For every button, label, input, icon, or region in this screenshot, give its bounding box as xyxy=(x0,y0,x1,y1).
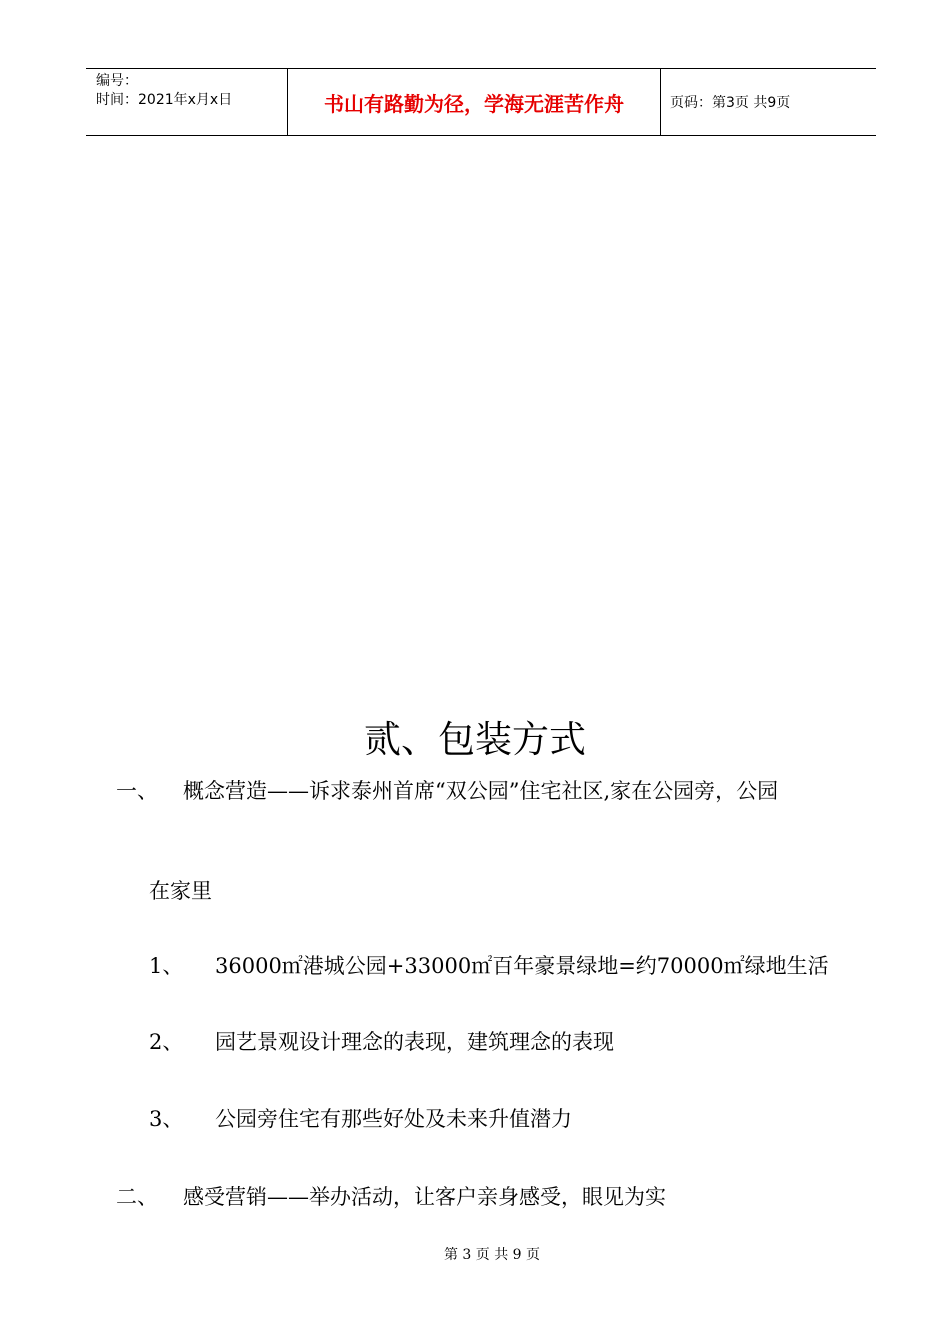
header-motto: 书山有路勤为径，学海无涯苦作舟 xyxy=(324,91,624,116)
section2-marker: 二、 xyxy=(116,1185,158,1209)
document-number-label: 编号： xyxy=(96,73,138,89)
section-title: 贰、包装方式 xyxy=(364,718,586,761)
page-footer: 第 3 页 共 9 页 xyxy=(443,1247,541,1263)
section1-text-continued: 在家里 xyxy=(149,879,212,903)
list-item-text: 园艺景观设计理念的表现，建筑理念的表现 xyxy=(215,1030,614,1054)
list-item-text: 36000㎡港城公园+33000㎡百年豪景绿地=约70000㎡绿地生活 xyxy=(215,954,829,978)
section1-text: 概念营造——诉求泰州首席“双公园”住宅社区,家在公园旁，公园 xyxy=(183,779,779,803)
section1-marker: 一、 xyxy=(116,779,158,803)
list-item-marker: 3、 xyxy=(149,1107,184,1131)
header-motto-cell xyxy=(288,69,661,135)
page-header xyxy=(86,68,876,136)
header-page-cell xyxy=(661,69,876,135)
header-page-info: 页码：第3页 共9页 xyxy=(670,95,791,111)
list-item-text: 公园旁住宅有那些好处及未来升值潜力 xyxy=(215,1107,572,1131)
document-time-label: 时间：2021年x月x日 xyxy=(96,92,233,108)
list-item-marker: 1、 xyxy=(149,954,184,978)
section2-text: 感受营销——举办活动，让客户亲身感受，眼见为实 xyxy=(183,1185,666,1209)
header-meta-cell xyxy=(86,69,288,135)
list-item-marker: 2、 xyxy=(149,1030,184,1054)
